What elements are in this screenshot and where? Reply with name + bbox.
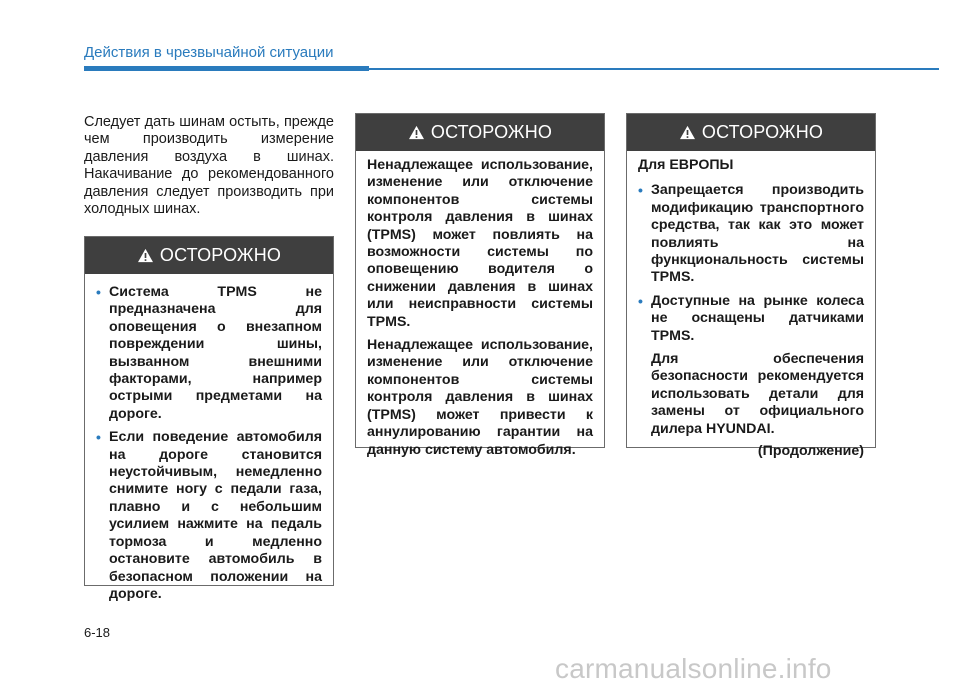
warning-triangle-icon	[408, 125, 425, 140]
body-paragraph: Для обеспечения безопасности рекомендуется использовать детали для замены от официального дилера HYUNDAI.	[651, 351, 864, 437]
bullet-text: Запрещается производить модификацию транспортного средства, так как это может повлиять на функциональность системы TPMS.	[651, 182, 864, 286]
bullet-item	[96, 429, 322, 603]
warning-box-body	[356, 151, 604, 473]
warning-box-body	[627, 151, 875, 469]
warning-box-2	[355, 113, 605, 458]
bullet-item	[638, 182, 864, 286]
bullet-item	[96, 284, 322, 423]
bullet-text: Система TPMS не предназначена для оповещения о внезапном повреждении шины, вызванном внешними факторами, например острыми предметами на дороге.	[109, 284, 322, 422]
page-number: 6-18	[84, 625, 111, 640]
section-title: Действия в чрезвычайной ситуации	[84, 44, 334, 61]
warning-label: ОСТОРОЖНО	[430, 122, 553, 142]
bullet-dot-icon: •	[96, 429, 101, 446]
intro-paragraph: Следует дать шинам остыть, прежде чем производить измерение давления воздуха в шинах. Накачивание до рекомендованного давления следует производить при холодных шинах.	[84, 114, 334, 218]
bullet-dot-icon: •	[638, 182, 643, 199]
body-paragraph: Ненадлежащее использование, изменение или отключение компонентов системы контроля давления в шинах (TPMS) может привести к аннулированию гарантии на данную систему автомобиля.	[367, 337, 593, 458]
warning-box-body	[85, 274, 333, 617]
warning-triangle-icon	[137, 248, 154, 263]
bullet-list	[638, 182, 864, 345]
warning-box-header	[356, 114, 604, 151]
bullet-text: Доступные на рынке колеса не оснащены датчиками TPMS.	[651, 292, 864, 344]
warning-triangle-icon	[679, 125, 696, 140]
warning-box-3	[626, 113, 876, 460]
continued-label: (Продолжение)	[757, 443, 864, 460]
section-rule-thick	[84, 66, 369, 71]
region-heading: Для ЕВРОПЫ	[638, 157, 734, 173]
warning-box-1	[84, 236, 334, 602]
bullet-list	[96, 284, 322, 603]
bullet-dot-icon: •	[638, 292, 643, 309]
bullet-item	[638, 293, 864, 345]
warning-box-header	[627, 114, 875, 151]
section-rule-thin	[369, 68, 939, 70]
warning-label: ОСТОРОЖНО	[159, 245, 282, 265]
watermark: carmanualsonline.info	[555, 653, 832, 684]
bullet-text: Если поведение автомобиля на дороге становится неустойчивым, немедленно снимите ногу с педали газа, плавно и с небольшим усилием нажмите на педаль тормоза и медленно остановите автомобиль в безопасном положении на дороге.	[109, 429, 322, 602]
bullet-dot-icon: •	[96, 284, 101, 300]
warning-label: ОСТОРОЖНО	[701, 122, 824, 142]
body-paragraph: Ненадлежащее использование, изменение или отключение компонентов системы контроля давления в шинах (TPMS) может повлиять на возможности системы по оповещению водителя о снижении давления в шинах или неисправности системы TPMS.	[367, 157, 593, 330]
warning-box-header	[85, 237, 333, 274]
